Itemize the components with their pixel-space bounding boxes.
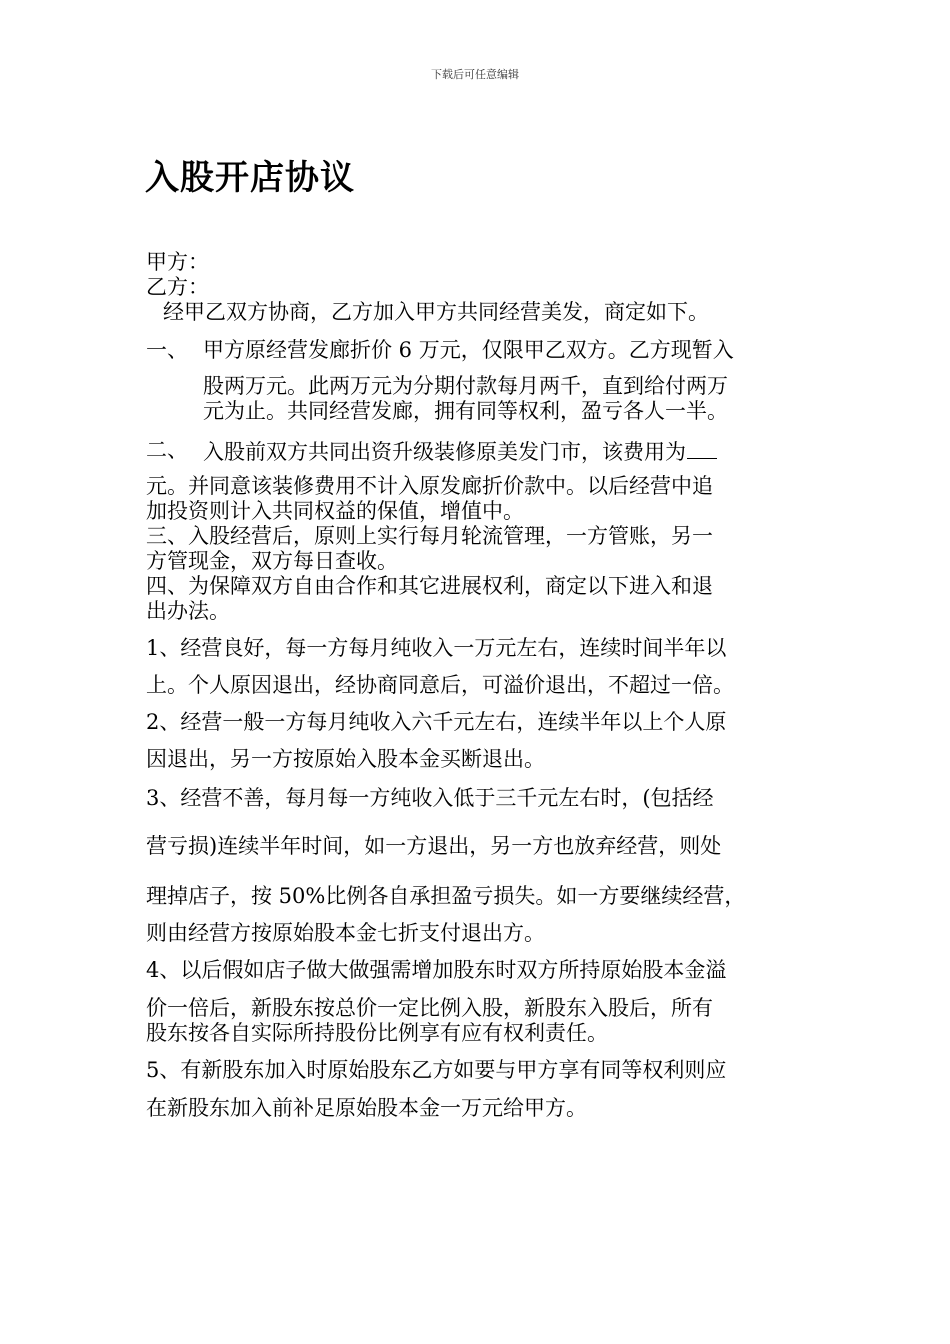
item-3-line: 3、经营不善，每月每一方纯收入低于三千元左右时，(包括经 bbox=[146, 786, 714, 810]
party-a-label: 甲方： bbox=[146, 250, 209, 274]
item-4-line: 价一倍后，新股东按总价一定比例入股，新股东入股后，所有 bbox=[146, 996, 713, 1020]
item-2-line: 2、经营一般一方每月纯收入六千元左右，连续半年以上个人原 bbox=[146, 710, 727, 734]
clause-4-line: 出办法。 bbox=[146, 599, 230, 623]
item-5-line: 5、有新股东加入时原始股东乙方如要与甲方享有同等权利则应 bbox=[146, 1058, 727, 1082]
item-4-line: 4、以后假如店子做大做强需增加股东时双方所持原始股本金溢 bbox=[146, 958, 727, 982]
clause-2-line: 元。并同意该装修费用不计入原发廊折价款中。以后经营中追 bbox=[146, 474, 713, 498]
clause-1-line: 甲方原经营发廊折价 6 万元，仅限甲乙双方。乙方现暂入 bbox=[203, 338, 734, 362]
item-2-line: 因退出，另一方按原始入股本金买断退出。 bbox=[146, 747, 545, 771]
item-1-line: 上。个人原因退出，经协商同意后，可溢价退出，不超过一倍。 bbox=[146, 673, 734, 697]
clause-2-line: 加投资则计入共同权益的保值，增值中。 bbox=[146, 499, 524, 523]
clause-1-line: 股两万元。此两万元为分期付款每月两千，直到给付两万 bbox=[203, 374, 728, 398]
item-4-line: 股东按各自实际所持股份比例享有应有权利责任。 bbox=[146, 1021, 608, 1045]
party-b-label: 乙方： bbox=[146, 275, 209, 299]
amount-blank bbox=[687, 438, 717, 459]
clause-2-number: 二、 bbox=[146, 438, 188, 462]
item-1-line: 1、经营良好，每一方每月纯收入一万元左右，连续时间半年以 bbox=[146, 636, 727, 660]
document-title: 入股开店协议 bbox=[145, 158, 355, 198]
clause-2-line bbox=[203, 438, 717, 464]
page-header: 下载后可任意编辑 bbox=[431, 68, 519, 81]
item-3-line: 理掉店子，按 50%比例各自承担盈亏损失。如一方要继续经营， bbox=[146, 884, 746, 908]
clause-1-line: 元为止。共同经营发廊，拥有同等权利，盈亏各人一半。 bbox=[203, 399, 728, 423]
clause-1-number: 一、 bbox=[146, 338, 188, 362]
item-3-line: 营亏损)连续半年时间，如一方退出，另一方也放弃经营，则处 bbox=[146, 834, 722, 858]
item-3-line: 则由经营方按原始股本金七折支付退出方。 bbox=[146, 921, 545, 945]
clause-4-line: 四、为保障双方自由合作和其它进展权利，商定以下进入和退 bbox=[146, 574, 713, 598]
clause-3-line: 三、入股经营后，原则上实行每月轮流管理，一方管账，另一 bbox=[146, 524, 713, 548]
clause-3-line: 方管现金，双方每日查收。 bbox=[146, 549, 398, 573]
intro-paragraph: 经甲乙双方协商，乙方加入甲方共同经营美发，商定如下。 bbox=[163, 300, 709, 324]
item-5-line: 在新股东加入前补足原始股本金一万元给甲方。 bbox=[146, 1096, 587, 1120]
clause-2-text: 入股前双方共同出资升级装修原美发门市，该费用为 bbox=[203, 440, 686, 464]
